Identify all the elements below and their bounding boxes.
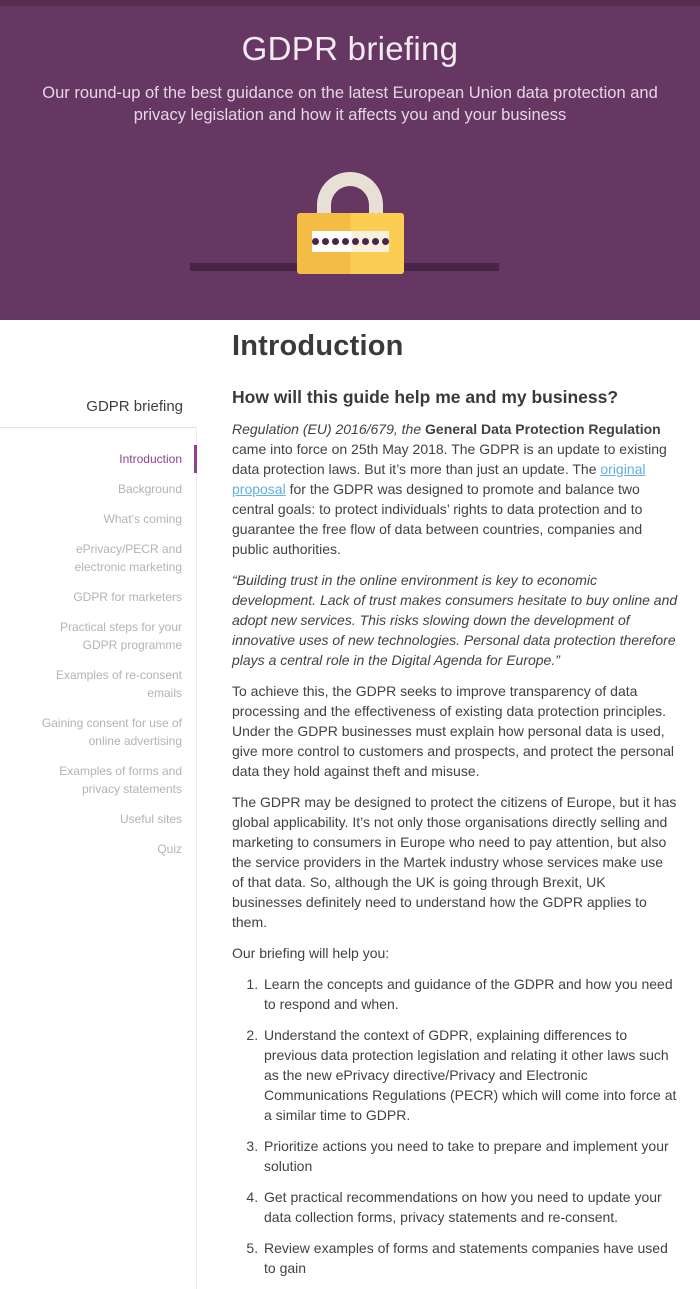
briefing-intro-line: Our briefing will help you: [232, 945, 390, 961]
intro-paragraph-text: came into force on 25th May 2018. The GDPR is an update to existing data protection laws. But it’s more than just an update. The [232, 441, 667, 477]
briefing-list-item: 2. Understand the context of GDPR, explaining differences to previous data protection legislation and relating it other laws such as the new ePrivacy directive/Privacy and Electronic Communications Regulations (PECR) which will come into force at a similar time to GDPR. [262, 1025, 678, 1125]
briefing-list-item: 1. Learn the concepts and guidance of the GDPR and how you need to respond and when. [262, 974, 678, 1014]
padlock-icon [297, 213, 404, 274]
password-dots [312, 231, 389, 252]
sidebar-item-forms-privacy-statements[interactable]: Examples of forms and privacy statements [59, 764, 182, 796]
sidebar-item-eprivacy-pecr[interactable]: ePrivacy/PECR and electronic marketing [74, 542, 182, 574]
main-content [197, 320, 700, 1289]
intro-paragraph [232, 419, 678, 559]
password-dot [372, 238, 379, 245]
sidebar-item-useful-sites[interactable]: Useful sites [119, 812, 182, 826]
sidebar-nav [0, 427, 197, 1289]
section-subheading: How will this guide help me and my business? [232, 387, 619, 407]
intro-paragraph-text-2: for the GDPR was designed to promote and balance two central goals: to protect individuals’ rights to data protection and to guarantee the free flow of data between countries, companies and public authorities. [232, 481, 643, 557]
global-applicability-paragraph: The GDPR may be designed to protect the citizens of Europe, but it has global applicability. It’s not only those organisations directly selling and marketing to consumers in Europe who need to pay attention, but also the service providers in the Martek industry whose services make use of that data. So, although the UK is going through Brexit, UK businesses definitely need to understand how the GDPR applies to them. [232, 794, 677, 930]
sidebar-title: GDPR briefing [86, 398, 183, 415]
password-dot [322, 238, 329, 245]
sidebar-item-introduction[interactable]: Introduction [25, 450, 182, 468]
briefing-list-item: 5. Review examples of forms and statements companies have used to gain [262, 1238, 678, 1278]
regulation-italic-text: Regulation (EU) 2016/679, the [232, 421, 426, 437]
briefing-list-item: 4. Get practical recommendations on how you need to update your data collection forms, privacy statements and re-consent. [262, 1187, 678, 1227]
achieve-paragraph: To achieve this, the GDPR seeks to improve transparency of data processing and the effectiveness of existing data protection principles. Under the GDPR businesses must explain how personal data is used, give more control to customers and prospects, and protect the personal data they hold against theft and misuse. [232, 683, 675, 779]
password-dot [362, 238, 369, 245]
sidebar-item-practical-steps[interactable]: Practical steps for your GDPR programme [59, 620, 182, 652]
original-proposal-link[interactable]: original proposal [232, 461, 646, 497]
sidebar-item-reconsent-emails[interactable]: Examples of re-consent emails [55, 668, 182, 700]
quote-paragraph: “Building trust in the online environment is key to economic development. Lack of trust makes consumers hesitate to buy online and adopt new services. This risks slowing down the development of innovative uses of new technologies. Personal data protection therefore plays a central role in the Digital Agenda for Europe.” [232, 572, 678, 668]
hero-banner [0, 0, 700, 320]
sidebar-item-gdpr-for-marketers[interactable]: GDPR for marketers [73, 590, 182, 604]
password-dot [352, 238, 359, 245]
sidebar-item-gaining-consent[interactable]: Gaining consent for use of online advertising [41, 716, 182, 748]
sidebar-item-background[interactable]: Background [117, 482, 182, 496]
sidebar-item-whats-coming[interactable]: What’s coming [103, 512, 182, 526]
hero-top-strip [0, 0, 700, 6]
password-dot [332, 238, 339, 245]
hero-subtitle: Our round-up of the best guidance on the latest European Union data protection and privacy legislation and how it affects you and your business [42, 84, 658, 124]
briefing-list [232, 974, 678, 1278]
password-dot [382, 238, 389, 245]
password-dot [342, 238, 349, 245]
sidebar-item-quiz[interactable]: Quiz [157, 842, 182, 856]
hero-title: GDPR briefing [241, 30, 459, 67]
page-title: Introduction [232, 330, 404, 362]
briefing-list-item: 3. Prioritize actions you need to take to prepare and implement your solution [262, 1136, 678, 1176]
password-dot [312, 238, 319, 245]
gdpr-bold-text: General Data Protection Regulation [425, 421, 661, 437]
sidebar [0, 320, 197, 1289]
page-body [0, 320, 700, 1289]
